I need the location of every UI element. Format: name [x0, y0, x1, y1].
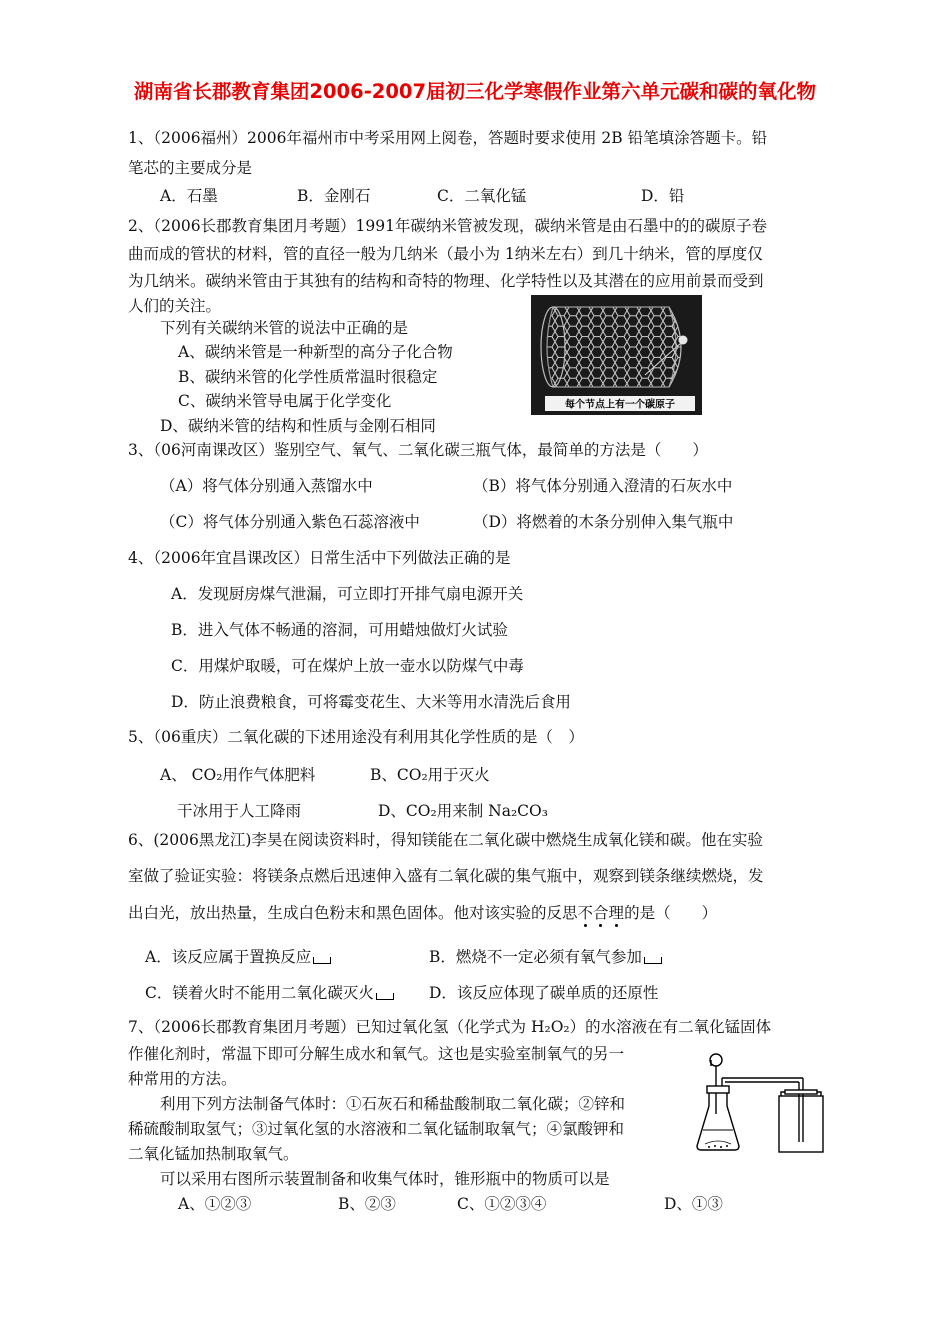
nanotube-illustration [531, 295, 702, 415]
q6-line-3 [128, 903, 717, 923]
q3-option-d: （D）将燃着的木条分别伸入集气瓶中 [473, 513, 734, 531]
q2-option-a: A、碳纳米管是一种新型的高分子化合物 [178, 343, 453, 361]
q1-option-a: A．石墨 [160, 187, 218, 205]
gas-apparatus-diagram [695, 1050, 825, 1160]
answer-mark-icon [313, 957, 331, 964]
q3-option-a: （A）将气体分别通入蒸馏水中 [160, 477, 373, 495]
q2-line-2: 曲而成的管状的材料，管的直径一般为几纳米（最小为 1纳米左右）到几十纳米，管的厚度仅 [128, 245, 763, 263]
q6-line-2: 室做了验证实验：将镁条点燃后迅速伸入盛有二氧化碳的集气瓶中，观察到镁条继续燃烧，发 [128, 867, 764, 885]
carbon-nanotube-image [531, 295, 702, 415]
q6-option-c-text: C．镁着火时不能用二氧化碳灭火 [145, 984, 374, 1002]
q1-option-d: D．铅 [641, 187, 685, 205]
q7-line-5: 稀硫酸制取氢气；③过氧化氢的水溶液和二氧化锰制取氧气；④氯酸钾和 [128, 1120, 625, 1138]
q4-option-d: D．防止浪费粮食，可将霉变花生、大米等用水清洗后食用 [171, 693, 571, 711]
emphasis-char-2: 合 [593, 904, 609, 922]
q7-line-4: 利用下列方法制备气体时：①石灰石和稀盐酸制取二氧化碳；②锌和 [160, 1095, 626, 1113]
q2-stem: 下列有关碳纳米管的说法中正确的是 [160, 319, 409, 337]
q2-option-b: B、碳纳米管的化学性质常温时很稳定 [178, 368, 438, 386]
q7-option-b: B、②③ [338, 1195, 396, 1213]
q2-option-d: D、碳纳米管的结构和性质与金刚石相同 [160, 417, 436, 435]
q7-option-c: C、①②③④ [457, 1195, 547, 1213]
q7-option-d: D、①③ [664, 1195, 723, 1213]
q2-line-1: 2、（2006长郡教育集团月考题）1991年碳纳米管被发现，碳纳米管是由石墨中的的碳原子卷 [128, 217, 768, 235]
q6-option-c [145, 983, 394, 1003]
q6-option-a [145, 947, 331, 967]
q6-line-3-start: 出白光，放出热量，生成白色粉末和黑色固体。他对该实验的反思 [128, 904, 578, 922]
q3-option-c: （C）将气体分别通入紫色石蕊溶液中 [160, 513, 420, 531]
q5-option-b: B、CO₂用于灭火 [370, 766, 490, 784]
nanotube-caption: 每个节点上有一个碳原子 [565, 399, 675, 411]
q6-line-1: 6、(2006黑龙江)李昊在阅读资料时，得知镁能在二氧化碳中燃烧生成氧化镁和碳。他在实验 [128, 831, 763, 849]
q6-line-3-end: 的是（ ） [624, 904, 718, 922]
q2-line-3: 为几纳米。碳纳米管由于其独有的结构和奇特的物理、化学特性以及其潜在的应用前景而受到 [128, 272, 764, 290]
q4-line-1: 4、（2006年宜昌课改区）日常生活中下列做法正确的是 [128, 549, 511, 567]
q7-stem: 可以采用右图所示装置制备和收集气体时，锥形瓶中的物质可以是 [160, 1170, 610, 1188]
q3-line-1: 3、（06河南课改区）鉴别空气、氧气、二氧化碳三瓶气体，最简单的方法是（ ） [128, 441, 708, 459]
q5-option-a: A、 CO₂用作气体肥料 [160, 766, 316, 784]
apparatus-illustration [695, 1050, 825, 1160]
q7-line-6: 二氧化锰加热制取氧气。 [128, 1145, 299, 1163]
q4-option-c: C．用煤炉取暖，可在煤炉上放一壶水以防煤气中毒 [171, 657, 524, 675]
page-title: 湖南省长郡教育集团2006-2007届初三化学寒假作业第六单元碳和碳的氧化物 [133, 80, 817, 103]
q2-line-4: 人们的关注。 [128, 297, 222, 315]
q6-option-b-text: B．燃烧不一定必须有氧气参加 [429, 948, 642, 966]
q6-option-a-text: A．该反应属于置换反应 [145, 948, 312, 966]
q6-option-b [429, 947, 662, 967]
q7-line-2: 作催化剂时，常温下即可分解生成水和氧气。这也是实验室制氧气的另一 [128, 1045, 625, 1063]
emphasis-char-3: 理 [608, 904, 625, 922]
q5-option-d: D、CO₂用来制 Na₂CO₃ [378, 802, 548, 820]
q7-option-a: A、①②③ [178, 1195, 252, 1213]
emphasis-char-1: 不 [577, 904, 594, 922]
q5-option-c: 干冰用于人工降雨 [177, 802, 302, 820]
q5-line-1: 5、（06重庆）二氧化碳的下述用途没有利用其化学性质的是（ ） [128, 728, 584, 746]
q4-option-b: B．进入气体不畅通的溶洞，可用蜡烛做灯火试验 [171, 621, 508, 639]
q7-line-3: 种常用的方法。 [128, 1070, 237, 1088]
answer-mark-icon [376, 993, 394, 1000]
answer-mark-icon [644, 957, 662, 964]
q1-line-1: 1、（2006福州）2006年福州市中考采用网上阅卷，答题时要求使用 2B 铅笔填涂答题卡。铅 [128, 129, 768, 147]
q1-option-b: B．金刚石 [297, 187, 371, 205]
q1-line-2: 笔芯的主要成分是 [128, 159, 253, 177]
q6-option-d: D．该反应体现了碳单质的还原性 [429, 984, 659, 1002]
q7-line-1: 7、（2006长郡教育集团月考题）已知过氧化氢（化学式为 H₂O₂）的水溶液在有二氧化锰固体 [128, 1018, 772, 1036]
q1-option-c: C．二氧化锰 [437, 187, 527, 205]
q4-option-a: A．发现厨房煤气泄漏，可立即打开排气扇电源开关 [171, 585, 524, 603]
q3-option-b: （B）将气体分别通入澄清的石灰水中 [473, 477, 733, 495]
q2-option-c: C、碳纳米管导电属于化学变化 [178, 392, 392, 410]
